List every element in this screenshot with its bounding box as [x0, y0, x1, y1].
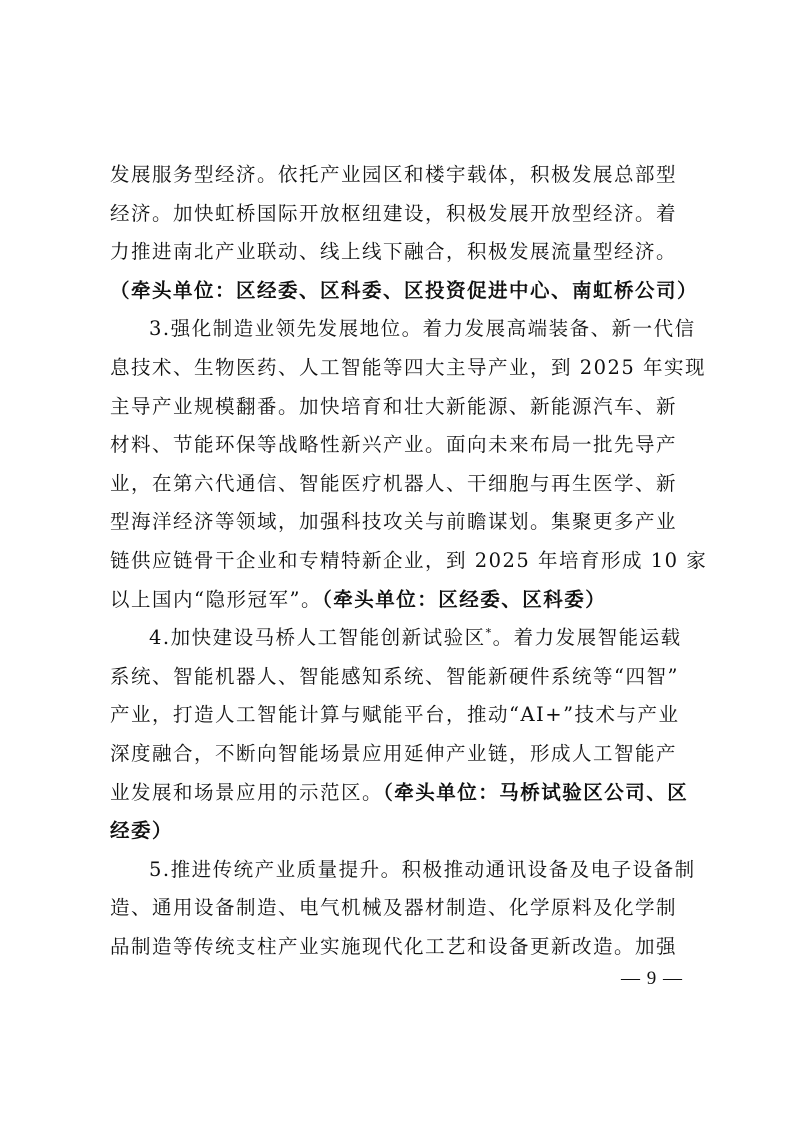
text-segment: 品制造等传统支柱产业实施现代化工艺和设备更新改造。加强	[110, 934, 678, 958]
text-segment: 深度融合，不断向智能场景应用延伸产业链，形成人工智能产	[110, 741, 678, 765]
body-text	[110, 156, 708, 966]
paragraph	[110, 310, 708, 619]
text-segment: 力推进南北产业联动、线上线下融合，积极发展流量型经济。	[110, 240, 678, 264]
text-line	[110, 503, 690, 542]
text-line	[110, 581, 690, 620]
text-line	[110, 233, 690, 272]
text-line	[110, 272, 699, 311]
text-segment: 型海洋经济等领域，加强科技攻关与前瞻谋划。集聚更多产业	[110, 510, 678, 534]
text-line	[110, 195, 690, 234]
text-line	[110, 465, 690, 504]
text-line	[110, 349, 707, 388]
lead-unit-note: （牵头单位：马桥试验区公司、区	[383, 780, 689, 804]
page-number: — 9 —	[621, 968, 683, 989]
text-segment: 发展服务型经济。依托产业园区和楼宇载体，积极发展总部型	[110, 163, 678, 186]
text-line	[110, 658, 690, 697]
lead-unit-note: （牵头单位：区经委、区科委、区投资促进中心、南虹桥公司）	[110, 278, 699, 302]
text-segment: 主导产业规模翻番。加快培育和壮大新能源、新能源汽车、新	[110, 394, 678, 418]
text-line	[110, 310, 696, 349]
text-segment: 链供应链骨干企业和专精特新企业，到 2025 年培育形成 10 家	[110, 548, 708, 572]
text-segment: 以上国内“隐形冠军”。	[110, 587, 322, 611]
text-segment: 5.推进传统产业质量提升。积极推动通讯设备及电子设备制	[149, 857, 696, 881]
text-segment: 产业，打造人工智能计算与赋能平台，推动“AI+”技术与产业	[110, 703, 680, 727]
lead-unit-note: （牵头单位：区经委、区科委）	[321, 587, 607, 611]
text-line	[110, 889, 690, 928]
text-line	[110, 928, 690, 967]
text-segment: 4.加快建设马桥人工智能创新试验区	[149, 626, 486, 650]
text-segment: 系统、智能机器人、智能感知系统、智能新硬件系统等“四智”	[110, 664, 679, 688]
text-segment: 。着力发展智能运载	[492, 626, 682, 650]
paragraph	[110, 851, 696, 967]
text-line	[110, 156, 690, 195]
text-segment: 材料、节能环保等战略性新兴产业。面向未来布局一批先导产	[110, 433, 678, 457]
text-line	[110, 851, 696, 890]
text-segment: 3.强化制造业领先发展地位。着力发展高端装备、新一代信	[149, 317, 696, 341]
text-line	[110, 735, 690, 774]
paragraph	[110, 619, 690, 851]
text-line	[110, 696, 690, 735]
text-line	[110, 774, 690, 813]
text-line	[110, 619, 690, 658]
text-segment: 息技术、生物医药、人工智能等四大主导产业，到 2025 年实现	[110, 355, 707, 379]
paragraph	[110, 156, 699, 310]
text-segment: 经济。加快虹桥国际开放枢纽建设，积极发展开放型经济。着	[110, 201, 678, 225]
text-segment: 业发展和场景应用的示范区。	[110, 780, 384, 804]
text-line	[110, 388, 690, 427]
lead-unit-note: 经委）	[110, 819, 174, 843]
text-segment: 造、通用设备制造、电气机械及器材制造、化学原料及化学制	[110, 896, 678, 920]
footnote-marker: *	[485, 626, 493, 640]
text-line	[110, 812, 690, 851]
text-line	[110, 426, 690, 465]
text-line	[110, 542, 708, 581]
text-segment: 业，在第六代通信、智能医疗机器人、干细胞与再生医学、新	[110, 471, 678, 495]
